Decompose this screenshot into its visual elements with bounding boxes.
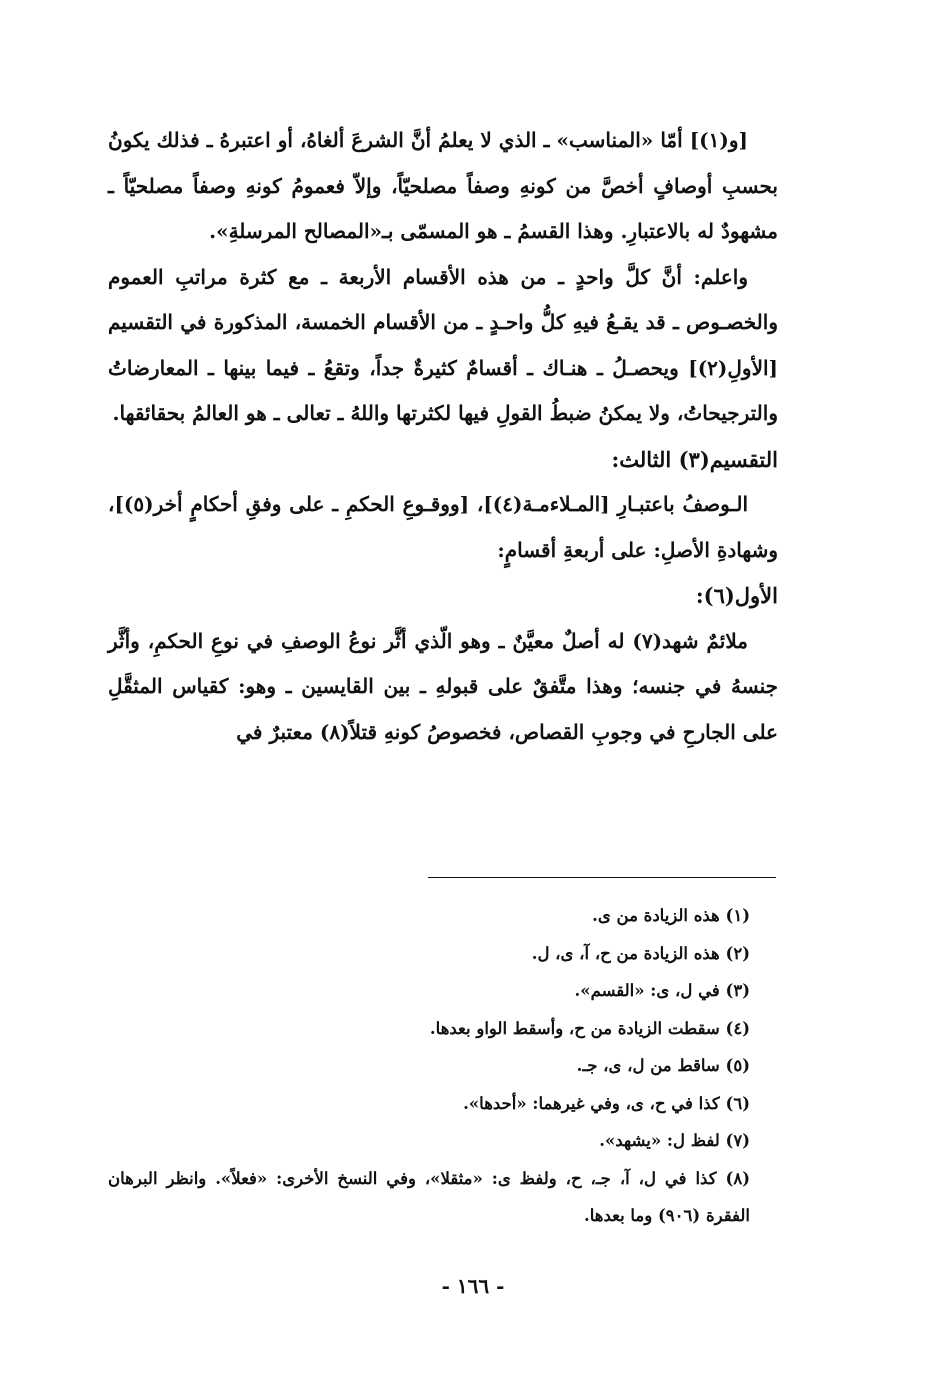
- footnote-3: (٣) في ل، ى: «القسم».: [574, 981, 750, 1000]
- paragraph-wasf: الـوصفُ باعتبـارِ [المـلاءمـة(٤)]، [ووقـوعِ الحكمِ ـ على وفقِ أحكامٍ أخر(٥)]، وشهادةِ الأصلِ: على أربعةِ أقسامٍ:: [108, 492, 778, 562]
- paragraph-munasib: [و(١)] أمّا «المناسب» ـ الذي لا يعلمُ أنَّ الشرعَ ألغاهُ، أو اعتبرهُ ـ فذلك يكونُ بحسبِ أوصافٍ أخصَّ من كونهِ وصفاً مصلحيّاً، وإلاّ فعمومُ كونهِ وصفاً مصلحيّاً ـ مشهودٌ له بالاعتبارِ. وهذا القسمُ ـ هو المسمّى بـ«المصالح المرسلةِ».: [108, 128, 778, 243]
- page-number: - ١٦٦ -: [441, 1274, 505, 1298]
- footnote-8: (٨) كذا في ل، آ، جـ، ح، ولفظ ى: «مثقلا»، وفي النسخ الأخرى: «فعلاً». وانظر البرهان الفقرة (٩٠٦) وما بعدها.: [108, 1168, 750, 1225]
- paragraph-iʿlam: واعلم: أنَّ كلَّ واحدٍ ـ من هذه الأقسام الأربعة ـ مع كثرة مراتبِ العموم والخصـوص ـ قد يقـعُ فيهِ كلُّ واحـدٍ ـ من الأقسام الخمسة، المذكورة في التقسيم [الأولِ(٢)] ويحصـلُ ـ هنـاك ـ أقسامٌ كثيرةٌ جداً، وتقعُ ـ فيما بينها ـ المعارضاتُ والترجيحاتُ، ولا يمكنُ ضبطُ القولِ فيها لكثرتها واللهُ ـ تعالى ـ هو العالمُ بحقائقها.: [108, 264, 778, 425]
- heading-third-division: التقسيم(٣) الثالث:: [611, 446, 778, 472]
- main-text: [108, 118, 778, 755]
- footnote-1: (١) هذه الزيادة من ى.: [592, 906, 750, 925]
- footnote-2: (٢) هذه الزيادة من ح، آ، ى، ل.: [531, 943, 750, 963]
- footnote-6: (٦) كذا في ح، ى، وفي غيرهما: «أحدها».: [463, 1093, 750, 1113]
- footnote-5: (٥) ساقط من ل، ى، جـ.: [576, 1056, 750, 1075]
- footnotes: [108, 897, 778, 1235]
- footnote-divider: [428, 877, 776, 878]
- heading-first: الأول(٦):: [695, 583, 778, 608]
- footnote-4: (٤) سقطت الزيادة من ح، وأسقط الواو بعدها.: [429, 1018, 750, 1038]
- footnote-7: (٧) لفظ ل: «يشهد».: [599, 1131, 750, 1150]
- paragraph-mulaim: ملائمٌ شهد(٧) له أصلٌ معيَّنٌ ـ وهو الّذي أثَّر نوعُ الوصفِ في نوعِ الحكمِ، وأثَّر جنسهُ في جنسه؛ وهذا متَّفقٌ على قبولهِ ـ بين القايسين ـ وهو: كقياس المثقَّلِ على الجارحِ في وجوبِ القصاص، فخصوصُ كونهِ قتلاً(٨) معتبرٌ في: [108, 628, 778, 744]
